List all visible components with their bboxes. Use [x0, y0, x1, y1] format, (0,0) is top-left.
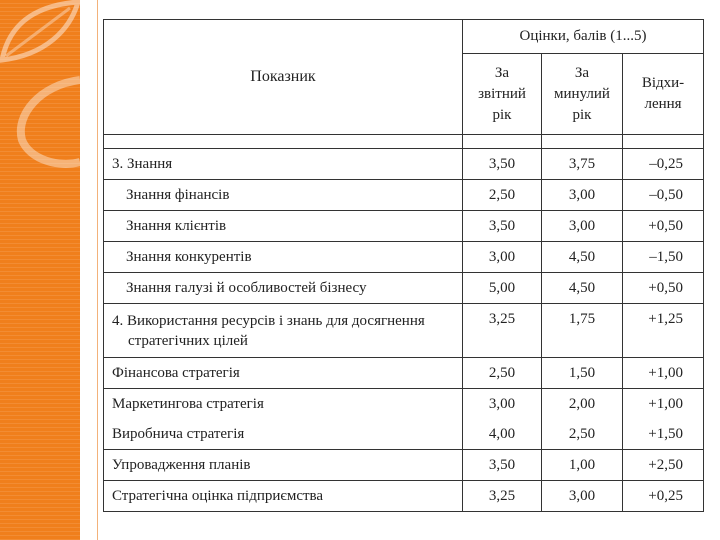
deviation-value: –0,50 [623, 180, 704, 211]
row-label: Виробнича стратегія [104, 419, 463, 450]
previous-value: 3,00 [542, 481, 623, 512]
table-row [104, 450, 704, 481]
header-gap [104, 135, 704, 149]
row-label: 4. Використання ресурсів і знань для досягнення стратегічних цілей [104, 304, 463, 358]
table-row [104, 358, 704, 389]
deviation-header: Відхи- лення [623, 54, 704, 135]
current-value: 5,00 [463, 273, 542, 304]
table-row [104, 481, 704, 512]
previous-value: 1,00 [542, 450, 623, 481]
previous-year-header: За минулий рік [542, 54, 623, 135]
table-row [104, 273, 704, 304]
row-label: Знання галузі й особливостей бізнесу [104, 273, 463, 304]
deviation-value: +1,00 [623, 389, 704, 420]
previous-value: 1,75 [542, 304, 623, 358]
previous-value: 3,00 [542, 211, 623, 242]
row-label: Упровадження планів [104, 450, 463, 481]
current-value: 3,00 [463, 389, 542, 420]
current-value: 2,50 [463, 180, 542, 211]
row-label: Знання конкурентів [104, 242, 463, 273]
current-value: 3,25 [463, 481, 542, 512]
deviation-value: –1,50 [623, 242, 704, 273]
table-row [104, 211, 704, 242]
previous-value: 4,50 [542, 242, 623, 273]
evaluation-table [103, 19, 704, 512]
leaf-decoration-icon [0, 0, 80, 540]
row-label: Знання клієнтів [104, 211, 463, 242]
row-label: 3. Знання [104, 149, 463, 180]
deviation-value: +0,50 [623, 273, 704, 304]
table-row [104, 180, 704, 211]
table-row [104, 389, 704, 420]
deviation-value: +1,50 [623, 419, 704, 450]
row-label: Знання фінансів [104, 180, 463, 211]
previous-value: 3,00 [542, 180, 623, 211]
deviation-value: +0,50 [623, 211, 704, 242]
current-value: 3,00 [463, 242, 542, 273]
row-label: Фінансова стратегія [104, 358, 463, 389]
row-label: Маркетингова стратегія [104, 389, 463, 420]
sidebar-divider [97, 0, 98, 540]
previous-value: 2,50 [542, 419, 623, 450]
previous-value: 2,00 [542, 389, 623, 420]
current-value: 3,50 [463, 211, 542, 242]
current-value: 2,50 [463, 358, 542, 389]
current-value: 3,50 [463, 149, 542, 180]
table-row [104, 242, 704, 273]
previous-value: 3,75 [542, 149, 623, 180]
current-year-header: За звітний рік [463, 54, 542, 135]
current-value: 3,50 [463, 450, 542, 481]
table-row [104, 304, 704, 358]
indicator-header: Показник [104, 20, 463, 135]
table-row [104, 149, 704, 180]
previous-value: 4,50 [542, 273, 623, 304]
score-group-header: Оцінки, балів (1...5) [463, 20, 704, 54]
deviation-value: +2,50 [623, 450, 704, 481]
deviation-value: +1,00 [623, 358, 704, 389]
decorative-sidebar [0, 0, 80, 540]
previous-value: 1,50 [542, 358, 623, 389]
current-value: 4,00 [463, 419, 542, 450]
deviation-value: –0,25 [623, 149, 704, 180]
current-value: 3,25 [463, 304, 542, 358]
deviation-value: +0,25 [623, 481, 704, 512]
row-label: Стратегічна оцінка підприємства [104, 481, 463, 512]
deviation-value: +1,25 [623, 304, 704, 358]
table-row [104, 419, 704, 450]
